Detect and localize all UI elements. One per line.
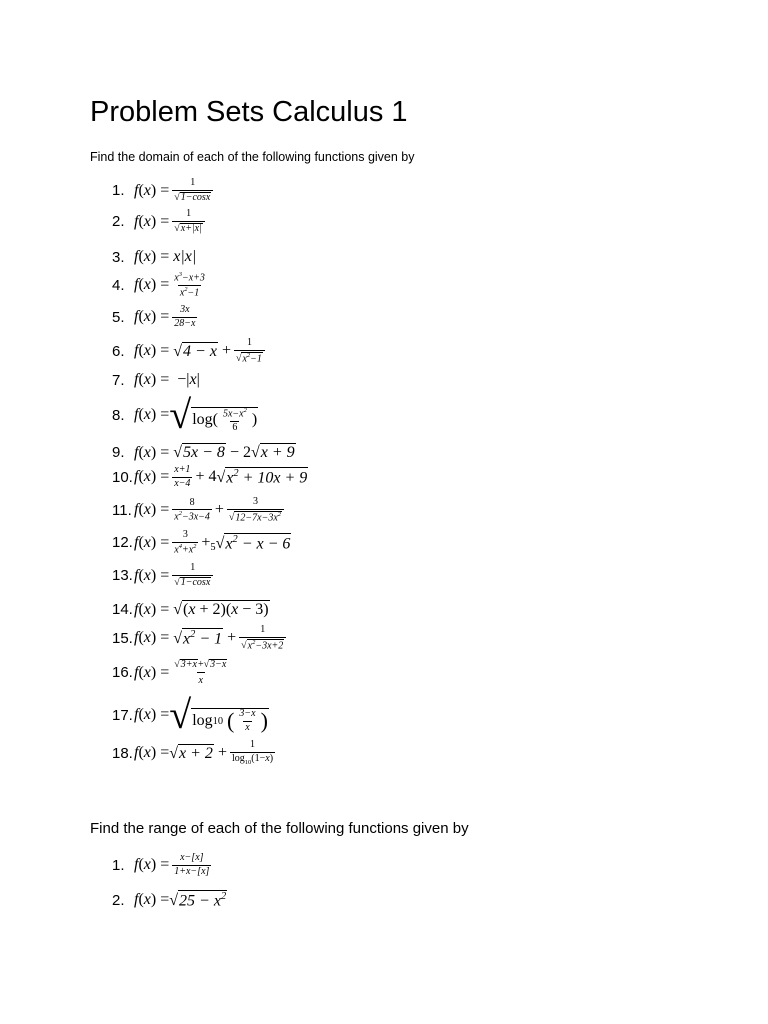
domain-problem-8: 8. f ( x ) = √ log( $\frac{5x-x^2}{6}$ ): [112, 392, 258, 437]
domain-problem-12: 12. f ( x ) = $\frac{3}{x^4+x^2}$ + 5 √ $x^2 - x - 6$: [112, 529, 291, 555]
domain-problem-5: 5. f ( x ) = $\frac{3x}{28-x}$: [112, 304, 196, 329]
page-title: Problem Sets Calculus 1: [90, 96, 408, 128]
domain-problem-6: 6. f ( x ) = √ 4 − x + 1 √ $x^2-1$: [112, 338, 268, 364]
domain-problem-10: 10. f ( x ) = $\frac{x+1}{x-4}$ + 4 √ $x^2 + 10x + 9$: [112, 464, 308, 489]
domain-problem-11: 11. f ( x ) = $\frac{8}{x^2-3x-4}$ + 3 √ $12-7x-3x^2$: [112, 497, 287, 523]
domain-problem-14: 14. f ( x ) = √ (x + 2)(x − 3): [112, 600, 269, 618]
domain-problem-13: 13. f ( x ) = 1 √ 1−cosx: [112, 563, 216, 588]
domain-problem-16: 16. f ( x ) = √ 3+x + √ 3−x x: [112, 659, 227, 686]
domain-problem-4: 4. f ( x ) = $\frac{x^3-x+3}{x^2-1}$: [112, 271, 205, 299]
domain-problem-1: 1. f ( x ) = 1 √ 1−cosx: [112, 178, 216, 203]
domain-problem-7: 7. f ( x ) = −| x |: [112, 371, 200, 389]
range-instruction: Find the range of each of the following functions given by: [90, 820, 469, 837]
domain-problem-2: 2. f ( x ) = 1 √ x+|x|: [112, 209, 208, 234]
domain-problem-15: 15. f ( x ) = √ $x^2 - 1$ + 1 √ $x^2-3x+2$: [112, 625, 289, 651]
domain-problem-17: 17. f ( x ) = √ log 10 ( $\frac{3-x}{x}$ ): [112, 692, 268, 737]
domain-problem-3: 3. f ( x ) = x|x|: [112, 248, 197, 266]
domain-problem-18: 18. f ( x ) = √ x + 2 + $\frac{1}{\log_{10}(1-x)}$: [112, 739, 274, 766]
domain-instruction: Find the domain of each of the following functions given by: [90, 150, 415, 164]
domain-problem-9: 9. f ( x ) = √ 5x − 8 − 2 √ x + 9: [112, 443, 295, 461]
range-problem-2: 2. f ( x ) = √ $25 - x^2$: [112, 891, 227, 910]
range-problem-1: 1. f ( x ) = $\frac{x-[x]}{1+x-[x]}$: [112, 852, 210, 877]
